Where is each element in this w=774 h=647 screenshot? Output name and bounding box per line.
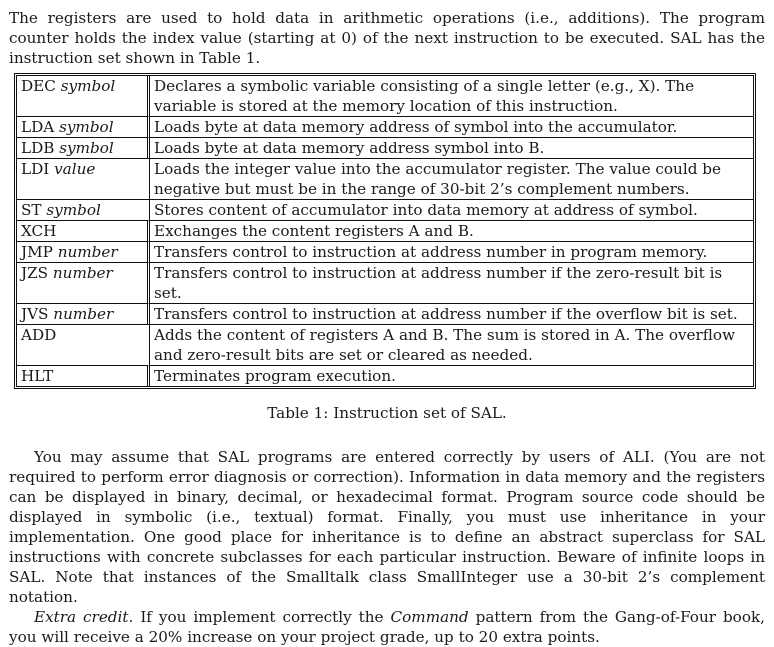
intro-paragraph: The registers are used to hold data in arithmetic operations (i.e., additions). The program counter holds the index value (starting at 0) of the next instruction to be executed. SAL has the instruction set shown in Table 1. <box>9 9 765 67</box>
table-row <box>17 241 753 262</box>
document-page <box>9 8 765 647</box>
description-cell: Transfers control to instruction at address number if the zero-result bit is set. <box>150 262 753 303</box>
opcode-cell: JVS number <box>17 303 150 324</box>
description-cell: Declares a symbolic variable consisting of a single letter (e.g., X). The variable is stored at the memory location of this instruction. <box>154 77 695 115</box>
opcode-cell: LDA symbol <box>17 116 150 137</box>
extra-credit-paragraph <box>9 607 765 647</box>
description-cell: Exchanges the content registers A and B. <box>150 220 753 241</box>
instruction-table <box>14 73 756 389</box>
extra-credit-text-a: If you implement correctly the <box>140 608 384 626</box>
table-row <box>17 220 753 241</box>
opcode-cell: XCH <box>17 220 150 241</box>
description-cell: Transfers control to instruction at address number if the overflow bit is set. <box>150 303 753 324</box>
table-row <box>17 116 753 137</box>
description-cell: Loads the integer value into the accumulator register. The value could be negative but must be in the range of 30-bit 2’s complement numbers. <box>150 158 753 199</box>
table-row <box>17 365 753 386</box>
table-row <box>17 303 753 324</box>
description-cell: Loads byte at data memory address of symbol into the accumulator. <box>150 116 753 137</box>
command-term: Command <box>390 608 469 626</box>
table-row <box>17 199 753 220</box>
table-row <box>17 137 753 158</box>
opcode-cell: ST symbol <box>17 199 150 220</box>
opcode-cell: LDB symbol <box>17 137 150 158</box>
table-row <box>17 262 753 303</box>
opcode-cell: JZS number <box>17 262 150 303</box>
description-cell: Stores content of accumulator into data memory at address of symbol. <box>150 199 753 220</box>
extra-credit-text-b: pattern from the Gang-of-Four book, you will receive a 20% increase on your project grade, up to 20 extra points. <box>9 608 766 646</box>
description-cell: Transfers control to instruction at address number in program memory. <box>150 241 753 262</box>
extra-credit-label: Extra credit. <box>34 608 134 626</box>
description-cell: Terminates program execution. <box>150 365 753 386</box>
opcode-cell: JMP number <box>17 241 150 262</box>
table-row <box>17 158 753 199</box>
description-cell: Loads byte at data memory address symbol into B. <box>150 137 753 158</box>
table-row <box>17 76 753 116</box>
description-cell: Adds the content of registers A and B. The sum is stored in A. The overflow and zero-result bits are set or cleared as needed. <box>150 324 753 365</box>
body-paragraph: You may assume that SAL programs are entered correctly by users of ALI. (You are not required to perform error diagnosis or correction). Information in data memory and the registers can be displayed in binary, decimal, or hexadecimal format. Program source code should be displayed in symbolic (i.e., textual) format. Finally, you must use inheritance in your implementation. One good place for inheritance is to define an abstract superclass for SAL instructions with concrete subclasses for each particular instruction. Beware of infinite loops in SAL. Note that instances of the Smalltalk class SmallInteger use a 30-bit 2’s complement notation. <box>9 448 765 606</box>
table-row <box>17 324 753 365</box>
spacer <box>9 423 765 447</box>
opcode-cell: ADD <box>17 324 150 365</box>
opcode-cell: DEC symbol <box>17 76 150 116</box>
table-caption: Table 1: Instruction set of SAL. <box>267 404 507 422</box>
opcode-cell: LDI value <box>17 158 150 199</box>
opcode-cell: HLT <box>17 365 150 386</box>
